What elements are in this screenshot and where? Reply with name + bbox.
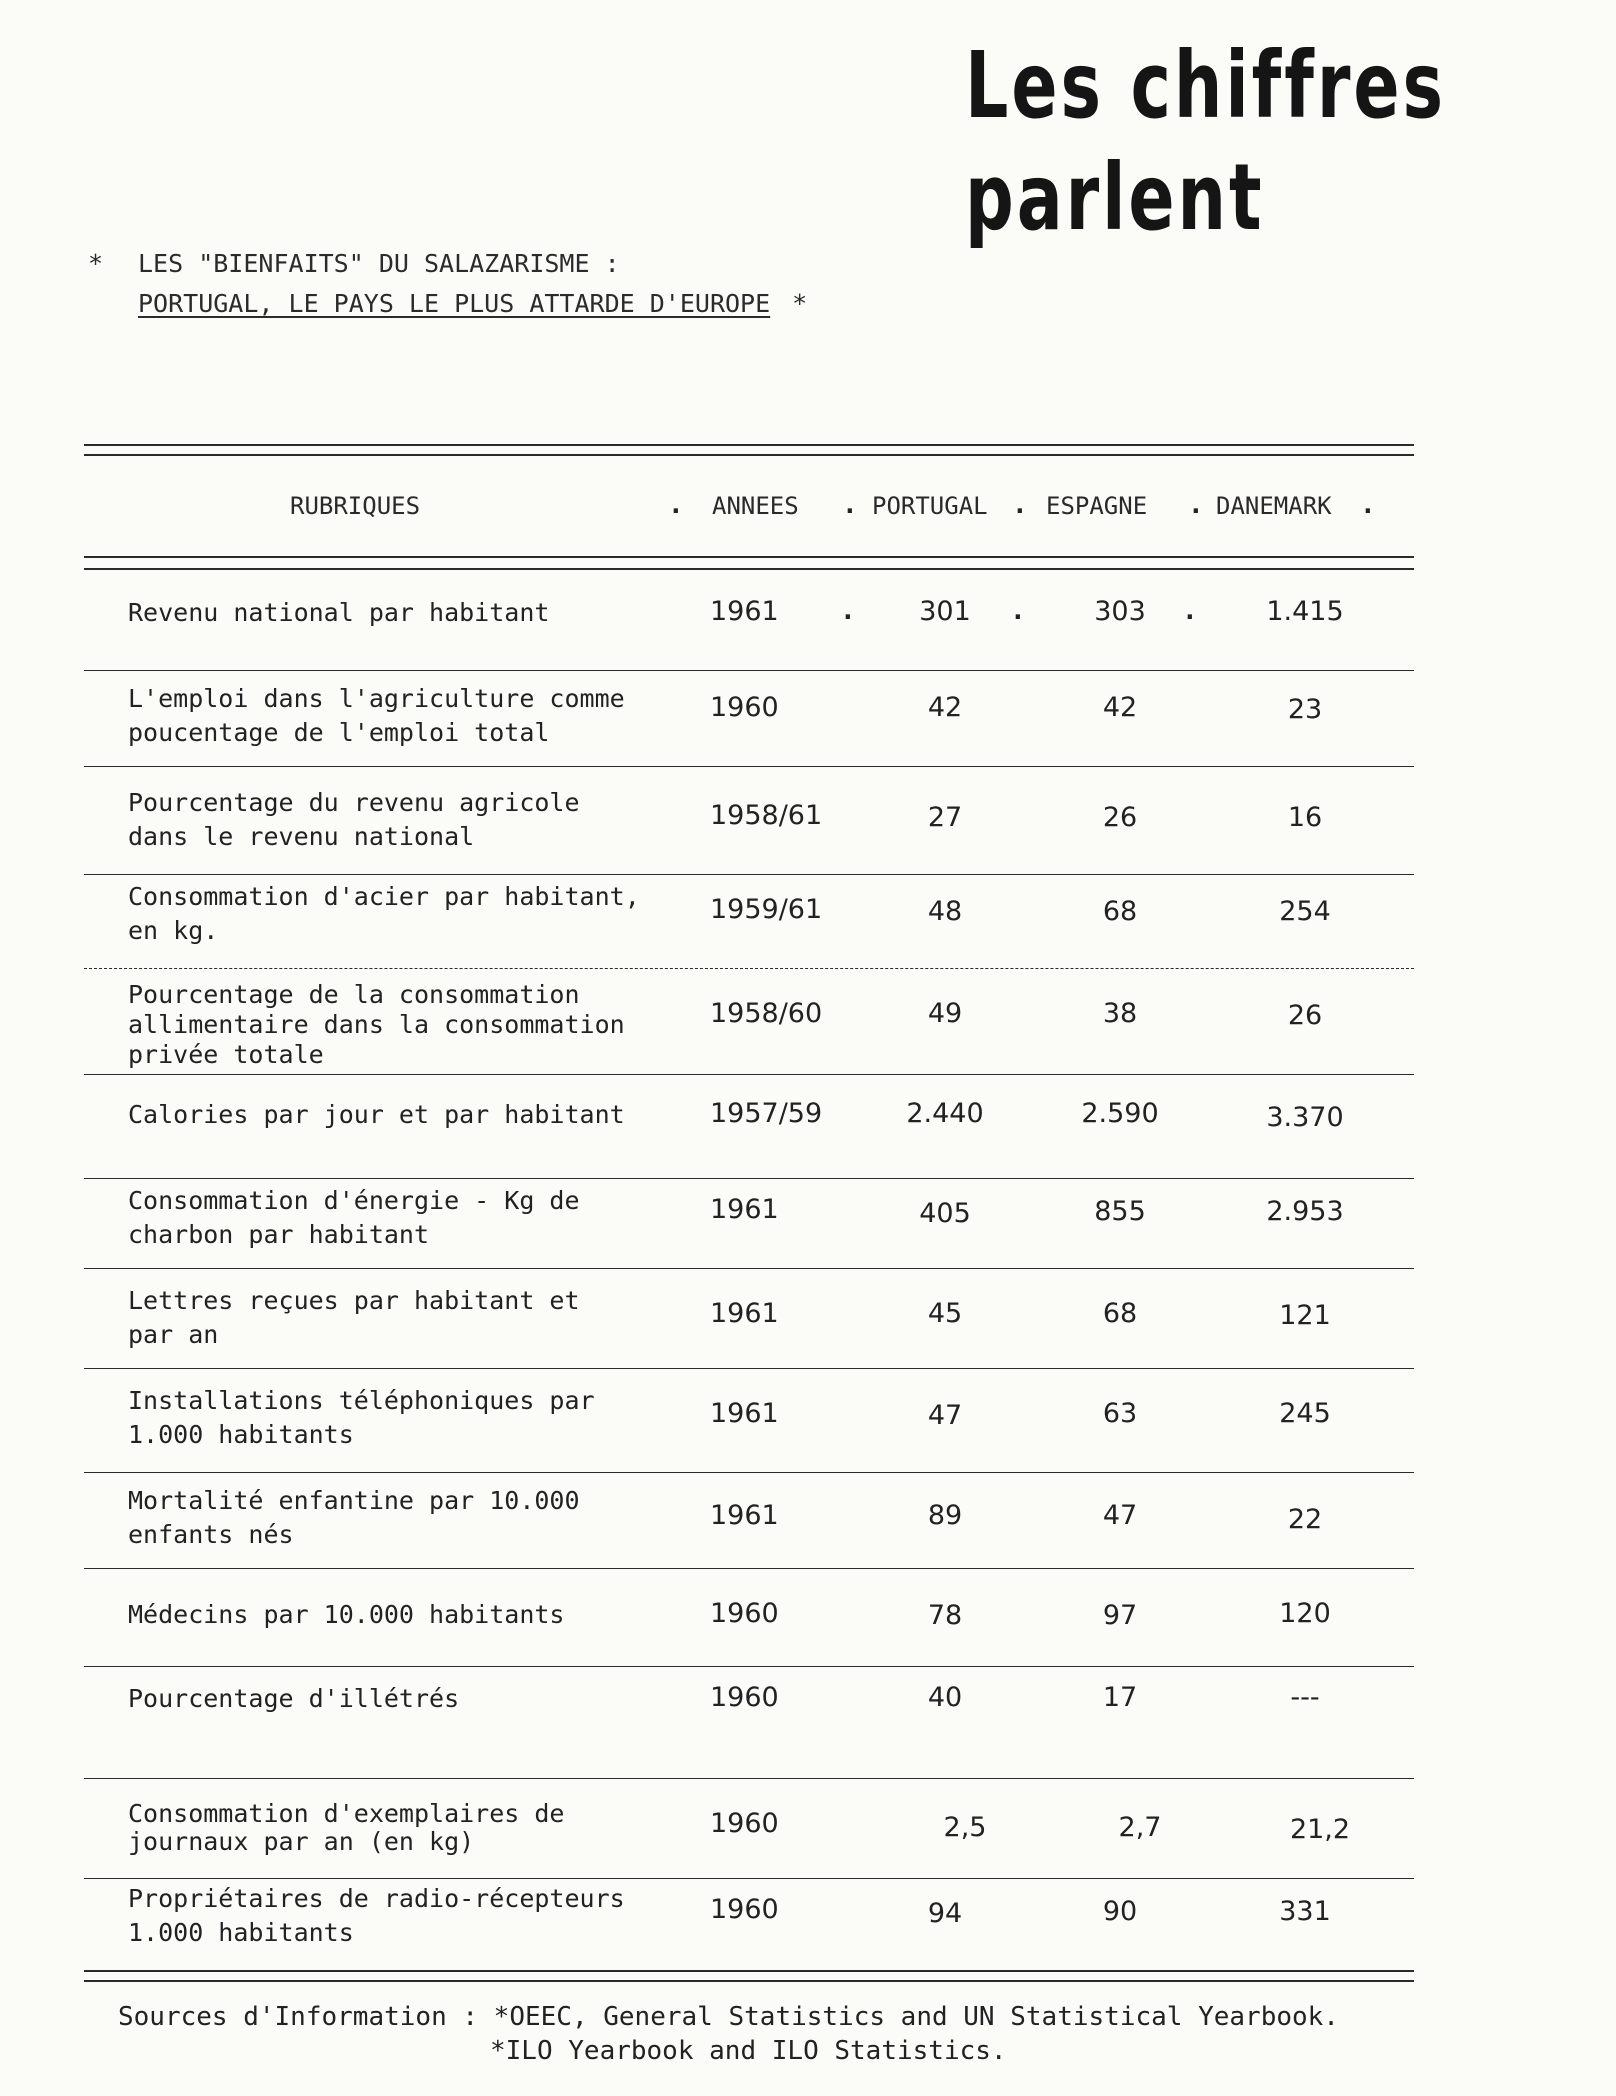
row-espagne: 2.590 [1081, 1098, 1159, 1129]
sources-line-1: Sources d'Information : *OEEC, General Statistics and UN Statistical Yearbook. [118, 2002, 1339, 2032]
row-divider [84, 1368, 1414, 1369]
row-portugal: 78 [927, 1600, 963, 1631]
header-danemark: DANEMARK [1216, 492, 1332, 520]
row-espagne: 303 [1094, 596, 1146, 627]
row-year: 1961 [710, 1194, 779, 1225]
row-divider [84, 766, 1414, 767]
row-label: Consommation d'acier par habitant, en kg. [128, 882, 640, 945]
header-espagne: ESPAGNE [1046, 492, 1148, 520]
header-rule [84, 556, 1414, 558]
row-year: 1961 [710, 596, 779, 627]
row-espagne: 68 [1102, 1298, 1138, 1329]
row-separator: . [840, 596, 856, 626]
row-espagne: 90 [1102, 1896, 1138, 1927]
row-divider [84, 1878, 1414, 1879]
row-espagne: 47 [1102, 1500, 1138, 1531]
row-separator: . [1010, 596, 1026, 626]
subtitle-star-end: * [792, 289, 808, 318]
row-portugal: 405 [919, 1198, 971, 1229]
row-espagne: 63 [1102, 1398, 1138, 1429]
row-divider [84, 968, 1414, 969]
row-portugal: 42 [927, 692, 963, 723]
row-year: 1960 [710, 692, 779, 723]
header-rule-2 [84, 568, 1414, 570]
row-label: Propriétaires de radio-récepteurs 1.000 habitants [128, 1884, 625, 1947]
row-portugal: 48 [927, 896, 963, 927]
row-label: Médecins par 10.000 habitants [128, 1600, 565, 1629]
row-year: 1960 [710, 1894, 779, 1925]
row-espagne: 855 [1094, 1196, 1146, 1227]
row-separator: . [1182, 596, 1198, 626]
row-label: Consommation d'exemplaires de journaux par an (en kg) [128, 1799, 565, 1856]
row-year: 1959/61 [710, 894, 823, 925]
row-year: 1960 [710, 1808, 779, 1839]
row-danemark: 1.415 [1266, 596, 1344, 627]
row-danemark: 2.953 [1266, 1196, 1344, 1227]
headline [965, 30, 1446, 254]
row-danemark: 22 [1287, 1504, 1323, 1535]
headline-line-1: Les chiffres [965, 32, 1446, 139]
row-danemark: 3.370 [1266, 1102, 1344, 1133]
row-label: Installations téléphoniques par 1.000 habitants [128, 1386, 595, 1449]
row-espagne: 97 [1102, 1600, 1138, 1631]
header-portugal: PORTUGAL [872, 492, 988, 520]
subtitle-line-2: PORTUGAL, LE PAYS LE PLUS ATTARDE D'EUROPE [138, 289, 771, 318]
header-separator: . [1360, 490, 1376, 520]
subtitle-star: * [88, 249, 104, 278]
row-year: 1960 [710, 1682, 779, 1713]
header-separator: . [1188, 490, 1204, 520]
row-danemark: 23 [1287, 694, 1323, 725]
row-divider [84, 1074, 1414, 1075]
row-divider [84, 1178, 1414, 1179]
sources-line-2: *ILO Yearbook and ILO Statistics. [490, 2036, 1007, 2066]
row-year: 1957/59 [710, 1098, 823, 1129]
row-label: L'emploi dans l'agriculture comme poucentage de l'emploi total [128, 684, 625, 747]
row-portugal: 301 [919, 596, 971, 627]
row-portugal: 49 [927, 998, 963, 1029]
row-danemark: 16 [1287, 802, 1323, 833]
row-portugal: 45 [927, 1298, 963, 1329]
header-rubriques: RUBRIQUES [290, 492, 421, 520]
row-year: 1961 [710, 1398, 779, 1429]
table-top-rule-2 [84, 454, 1414, 456]
row-portugal: 2.440 [906, 1098, 984, 1129]
row-danemark: 26 [1287, 1000, 1323, 1031]
row-portugal: 27 [927, 802, 963, 833]
table-bottom-rule [84, 1970, 1414, 1972]
row-label: Pourcentage d'illétrés [128, 1684, 460, 1713]
row-danemark: 21,2 [1289, 1814, 1351, 1845]
row-espagne: 17 [1102, 1682, 1138, 1713]
row-divider [84, 1666, 1414, 1667]
header-annees: ANNEES [712, 492, 799, 520]
row-label: Mortalité enfantine par 10.000 enfants nés [128, 1486, 580, 1549]
row-year: 1961 [710, 1298, 779, 1329]
row-label: Calories par jour et par habitant [128, 1100, 625, 1129]
row-divider [84, 874, 1414, 875]
row-year: 1958/61 [710, 800, 823, 831]
row-espagne: 26 [1102, 802, 1138, 833]
row-danemark: 120 [1279, 1598, 1331, 1629]
row-year: 1958/60 [710, 998, 823, 1029]
sources-note [118, 2000, 1339, 2068]
row-divider [84, 670, 1414, 671]
row-year: 1961 [710, 1500, 779, 1531]
row-label: Pourcentage du revenu agricole dans le revenu national [128, 788, 580, 851]
row-label: Pourcentage de la consommation allimentaire dans la consommation privée totale [128, 980, 625, 1069]
row-divider [84, 1778, 1414, 1779]
table-bottom-rule-2 [84, 1980, 1414, 1982]
row-year: 1960 [710, 1598, 779, 1629]
row-divider [84, 1568, 1414, 1569]
row-divider [84, 1268, 1414, 1269]
row-espagne: 42 [1102, 692, 1138, 723]
subtitle-line-1: LES "BIENFAITS" DU SALAZARISME : [138, 249, 620, 278]
row-portugal: 94 [927, 1898, 963, 1929]
headline-line-2: parlent [965, 144, 1265, 251]
row-label: Revenu national par habitant [128, 598, 550, 627]
row-danemark: --- [1290, 1682, 1320, 1713]
row-espagne: 2,7 [1118, 1812, 1162, 1843]
header-separator: . [842, 490, 858, 520]
row-danemark: 245 [1279, 1398, 1331, 1429]
row-label: Consommation d'énergie - Kg de charbon par habitant [128, 1186, 580, 1249]
row-portugal: 40 [927, 1682, 963, 1713]
row-danemark: 254 [1279, 896, 1331, 927]
row-danemark: 121 [1279, 1300, 1331, 1331]
row-espagne: 68 [1102, 896, 1138, 927]
header-separator: . [1012, 490, 1028, 520]
row-divider [84, 1472, 1414, 1473]
header-separator: . [668, 490, 684, 520]
row-espagne: 38 [1102, 998, 1138, 1029]
row-portugal: 47 [927, 1400, 963, 1431]
subtitle [88, 244, 807, 324]
row-label: Lettres reçues par habitant et par an [128, 1286, 580, 1349]
row-danemark: 331 [1279, 1896, 1331, 1927]
table-top-rule [84, 444, 1414, 446]
row-portugal: 89 [927, 1500, 963, 1531]
row-portugal: 2,5 [943, 1812, 987, 1843]
